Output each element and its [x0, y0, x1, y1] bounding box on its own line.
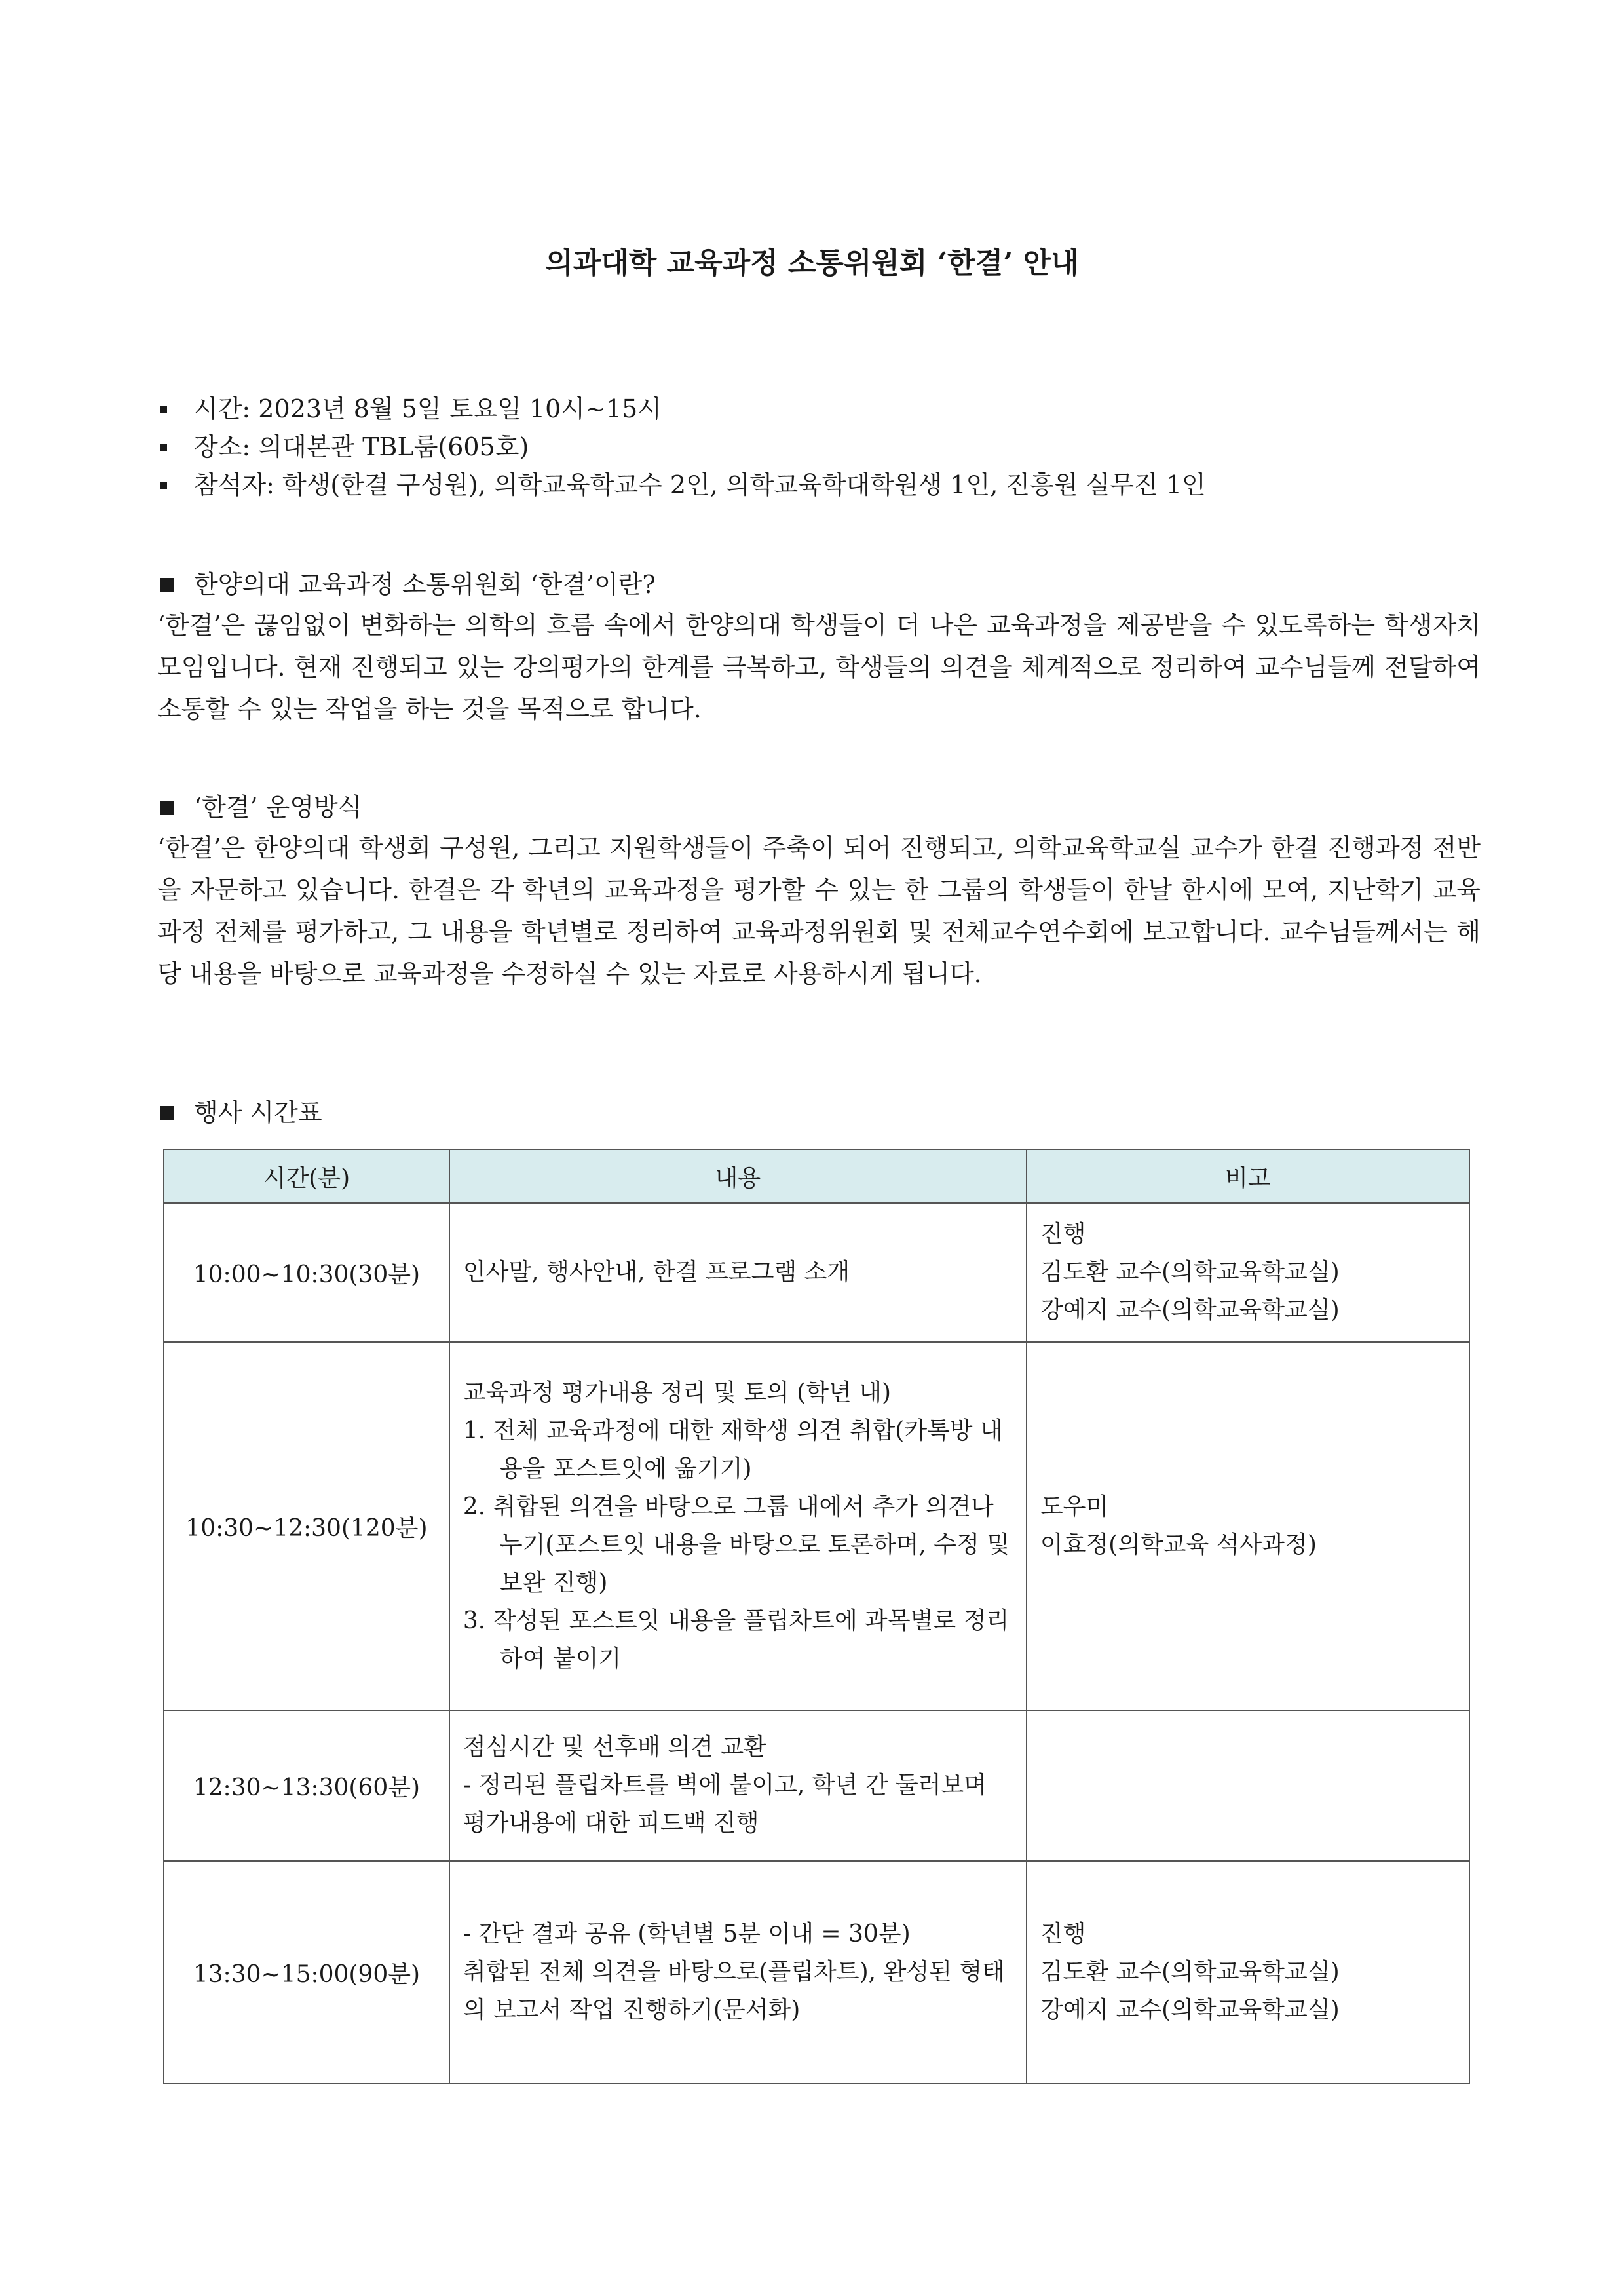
- note-line: 강예지 교수(의학교육학교실): [1040, 1297, 1340, 1324]
- content-line: 인사말, 행사안내, 한결 프로그램 소개: [463, 1259, 850, 1286]
- content-list-item: 2. 취합된 의견을 바탕으로 그룹 내에서 추가 의견나누기(포스트잇 내용을 바탕으로 토론하며, 수정 및 보완 진행): [463, 1493, 1010, 1596]
- note-line: 진행: [1040, 1221, 1086, 1248]
- content-line: 교육과정 평가내용 정리 및 토의 (학년 내): [463, 1379, 892, 1406]
- info-item-place: [157, 428, 1500, 466]
- content-list-item: 1. 전체 교육과정에 대한 재학생 의견 취합(카톡방 내용을 포스트잇에 옮기기): [463, 1417, 1003, 1482]
- note-line: 김도환 교수(의학교육학교실): [1040, 1959, 1340, 1985]
- note-line: 이효정(의학교육 석사과정): [1040, 1531, 1317, 1558]
- square-bullet-icon: [160, 444, 167, 451]
- section-heading: 한양의대 교육과정 소통위원회 ‘한결’이란?: [157, 565, 1481, 604]
- content-line: 취합된 전체 의견을 바탕으로(플립차트), 완성된 형태의 보고서 작업 진행하기(문서화): [463, 1959, 1005, 2023]
- content-line: - 정리된 플립차트를 벽에 붙이고, 학년 간 둘러보며 평가내용에 대한 피드백 진행: [463, 1772, 987, 1837]
- info-item-time: [157, 390, 1500, 428]
- content-line: 점심시간 및 선후배 의견 교환: [463, 1734, 766, 1761]
- cell-time: 10:00~10:30(30분): [164, 1203, 449, 1342]
- info-text: 시간: 2023년 8월 5일 토요일 10시~15시: [194, 394, 662, 423]
- cell-content: [449, 1203, 1027, 1342]
- cell-note: [1027, 1342, 1469, 1710]
- cell-content: [449, 1342, 1027, 1710]
- section-body: ‘한결’은 한양의대 학생회 구성원, 그리고 지원학생들이 주축이 되어 진행되고, 의학교육학교실 교수가 한결 진행과정 전반을 자문하고 있습니다. 한결은 각 학년의 교육과정을 평가할 수 있는 한 그룹의 학생들이 한날 한시에 모여, 지난학기 교육과정 전체를 평가하고, 그 내용을 학년별로 정리하여 교육과정위원회 및 전체교수연수회에 보고합니다. 교수님들께서는 해당 내용을 바탕으로 교육과정을 수정하실 수 있는 자료로 사용하시게 됩니다.: [157, 833, 1481, 988]
- content-list-item: 3. 작성된 포스트잇 내용을 플립차트에 과목별로 정리하여 붙이기: [463, 1607, 1010, 1672]
- section-heading: 행사 시간표: [157, 1093, 1481, 1132]
- section-schedule: [157, 1093, 1481, 1132]
- table-row: [164, 1861, 1469, 2084]
- filled-square-bullet-icon: [160, 1106, 174, 1120]
- header-note: 비고: [1027, 1149, 1469, 1203]
- section-heading: ‘한결’ 운영방식: [157, 788, 1481, 827]
- info-item-attendees: [157, 466, 1500, 504]
- cell-content: [449, 1861, 1027, 2084]
- cell-time: 13:30~15:00(90분): [164, 1861, 449, 2084]
- section-operation: [157, 788, 1481, 995]
- cell-note: [1027, 1861, 1469, 2084]
- info-text: 참석자: 학생(한결 구성원), 의학교육학교수 2인, 의학교육학대학원생 1인, 진흥원 실무진 1인: [194, 470, 1206, 499]
- note-line: 도우미: [1040, 1493, 1109, 1520]
- table-header-row: [164, 1149, 1469, 1203]
- cell-note: [1027, 1710, 1469, 1861]
- section-body: ‘한결’은 끊임없이 변화하는 의학의 흐름 속에서 한양의대 학생들이 더 나은 교육과정을 제공받을 수 있도록하는 학생자치모임입니다. 현재 진행되고 있는 강의평가의 한계를 극복하고, 학생들의 의견을 체계적으로 정리하여 교수님들께 전달하여 소통할 수 있는 작업을 하는 것을 목적으로 합니다.: [157, 611, 1481, 723]
- header-content: 내용: [449, 1149, 1027, 1203]
- table-row: [164, 1710, 1469, 1861]
- filled-square-bullet-icon: [160, 801, 174, 815]
- cell-note: [1027, 1203, 1469, 1342]
- header-time: 시간(분): [164, 1149, 449, 1203]
- cell-time: 12:30~13:30(60분): [164, 1710, 449, 1861]
- filled-square-bullet-icon: [160, 578, 174, 592]
- cell-time: 10:30~12:30(120분): [164, 1342, 449, 1710]
- section-about: [157, 565, 1481, 730]
- cell-content: [449, 1710, 1027, 1861]
- note-line: 진행: [1040, 1921, 1086, 1947]
- table-row: [164, 1342, 1469, 1710]
- note-line: 김도환 교수(의학교육학교실): [1040, 1259, 1340, 1286]
- table-row: [164, 1203, 1469, 1342]
- square-bullet-icon: [160, 406, 167, 413]
- note-line: 강예지 교수(의학교육학교실): [1040, 1997, 1340, 2023]
- content-line: - 간단 결과 공유 (학년별 5분 이내 = 30분): [463, 1921, 911, 1947]
- info-text: 장소: 의대본관 TBL룸(605호): [194, 432, 529, 461]
- schedule-table: [163, 1149, 1470, 2084]
- square-bullet-icon: [160, 482, 167, 489]
- document-title: 의과대학 교육과정 소통위원회 ‘한결’ 안내: [545, 246, 1079, 280]
- event-info-list: [157, 390, 1500, 504]
